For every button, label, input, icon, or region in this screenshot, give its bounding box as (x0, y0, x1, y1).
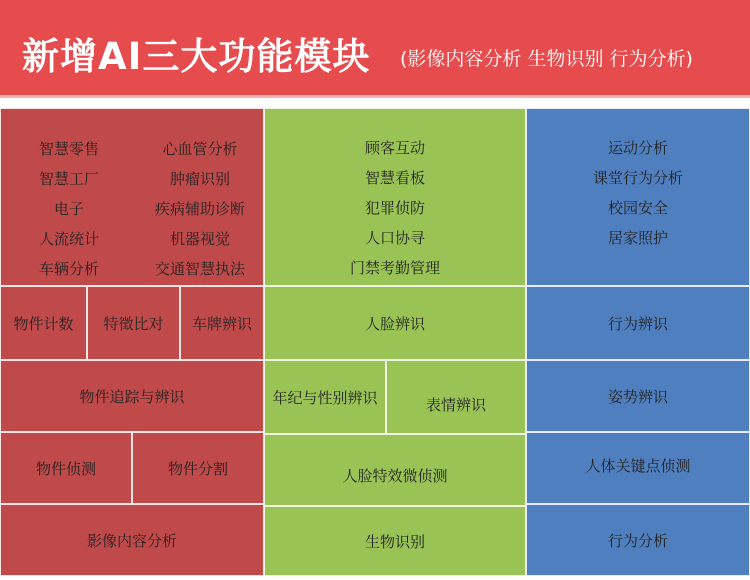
application-item: 心血管分析 (162, 139, 238, 158)
application-row (1, 193, 263, 223)
feature-object-counting: 物件计数 (0, 286, 87, 360)
application-row (1, 253, 263, 283)
application-item: 校园安全 (607, 199, 668, 217)
feature-age-gender: 年纪与性别辨识 (264, 360, 386, 434)
title-banner (0, 0, 750, 98)
biometrics-applications (264, 108, 526, 286)
module-image-analysis: 影像内容分析 (0, 504, 264, 576)
application-item: 人口协寻 (364, 229, 425, 247)
application-row (1, 133, 263, 163)
page-title: 新增AI三大功能模块 (22, 35, 371, 78)
application-item: 课堂行为分析 (592, 169, 683, 187)
application-item: 犯罪侦防 (364, 199, 425, 217)
application-item: 居家照护 (607, 229, 668, 247)
feature-face-recognition: 人脸辨识 (264, 286, 526, 360)
application-item: 疾病辅助诊断 (154, 199, 245, 218)
application-item: 交通智慧执法 (154, 259, 245, 278)
application-row (1, 163, 263, 193)
application-row (1, 223, 263, 253)
application-item: 智慧工厂 (38, 169, 99, 188)
image-analysis-applications (0, 108, 264, 286)
feature-face-micro-detection: 人脸特效微侦测 (264, 434, 526, 506)
module-behavior: 行为分析 (526, 504, 750, 576)
application-item: 智慧零售 (38, 139, 99, 158)
application-item: 机器视觉 (169, 229, 230, 248)
application-item: 电子 (53, 199, 84, 218)
feature-expression: 表情辨识 (386, 360, 526, 434)
feature-plate-recognition: 车牌辨识 (180, 286, 264, 360)
banner-gap (0, 98, 750, 108)
application-item: 肿瘤识别 (169, 169, 230, 188)
application-item: 门禁考勤管理 (349, 259, 440, 277)
feature-object-tracking: 物件追踪与辨识 (0, 360, 264, 432)
application-item: 顾客互动 (364, 139, 425, 157)
application-item: 车辆分析 (38, 259, 99, 278)
page-subtitle: (影像内容分析 生物识别 行为分析) (400, 48, 693, 70)
application-item: 智慧看板 (364, 169, 425, 187)
module-biometrics: 生物识别 (264, 506, 526, 576)
feature-pose-recognition: 姿势辨识 (526, 360, 750, 432)
behavior-applications (526, 108, 750, 286)
application-item: 运动分析 (607, 139, 668, 157)
feature-behavior-recognition: 行为辨识 (526, 286, 750, 360)
application-item: 人流统计 (38, 229, 99, 248)
feature-object-detection: 物件侦测 (0, 432, 132, 504)
feature-object-segmentation: 物件分割 (132, 432, 264, 504)
feature-feature-matching: 特徵比对 (87, 286, 180, 360)
feature-keypoint-detection: 人体关键点侦测 (526, 432, 750, 504)
